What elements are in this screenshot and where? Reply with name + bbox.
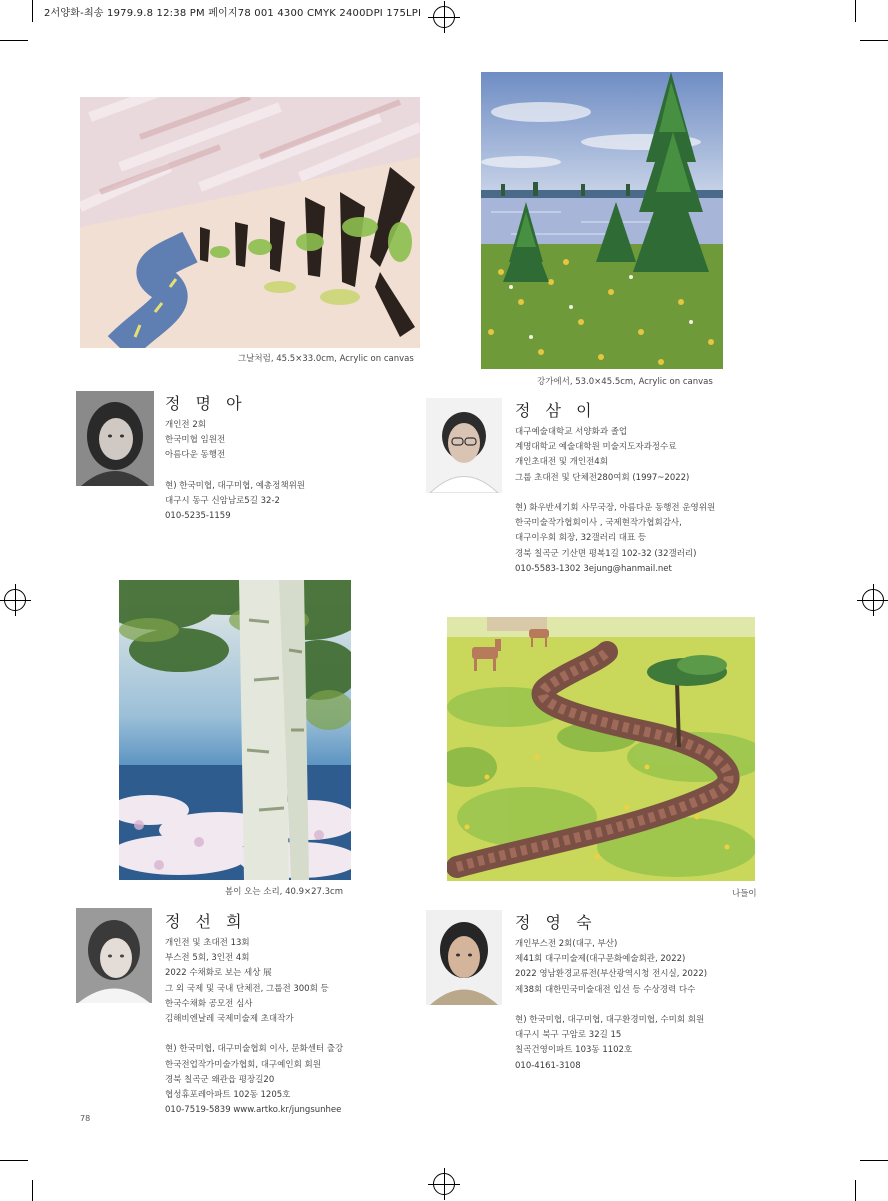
bio-line: 한국전업작가미술가협회, 대구예인회 회원 [165, 1059, 321, 1070]
print-slug: 2서양화-최송 1979.9.8 12:38 PM 페이지78 001 4300 CMYK 2400DPI 175LPI [44, 8, 422, 19]
crop-mark-top-right-vertical [855, 0, 856, 22]
artist-name: 정 명 아 [165, 394, 247, 413]
artist-name: 정 선 희 [165, 912, 247, 931]
bio-line: 칠곡건영이파트 103동 1102호 [515, 1045, 633, 1056]
bio-line: 010-5235-1159 [165, 511, 231, 522]
bio-line: 현) 한국미협, 대구미협, 예총정책위원 [165, 480, 305, 491]
bio-line [165, 1027, 343, 1042]
artwork-riverside-trees [481, 72, 723, 369]
bio-line: 개인전 2회 [165, 420, 206, 430]
artwork-birch-tree-spring [119, 580, 351, 880]
bio-line: 현) 화우반세기회 사무국장, 아름다운 동행전 운영위원 [515, 502, 716, 513]
page-number: 78 [80, 1114, 91, 1123]
bio-line: 2022 수채화로 보는 세상 展 [165, 968, 272, 979]
bio-line: 개인부스전 2회(대구, 부산) [515, 939, 618, 949]
artwork-cherry-blossom-road [80, 97, 420, 348]
bio-line [515, 998, 707, 1013]
artwork-caption: 봄이 오는 소리, 40.9×27.3cm [225, 887, 344, 897]
bio-line: 한국미협 임원전 [165, 435, 226, 446]
bio-line: 대구이우회 회장, 32갤러리 대표 등 [515, 533, 647, 544]
bio-line: 제41회 대구미술제(대구문화예술회관, 2022) [515, 954, 686, 965]
artwork-caption: 강가에서, 53.0×45.5cm, Acrylic on canvas [537, 377, 713, 387]
bio-line: 현) 한국미협, 대구미협, 대구환경미협, 수미회 회원 [515, 1014, 705, 1025]
bio-line: 010-7519-5839 www.artko.kr/jungsunhee [165, 1105, 342, 1116]
crop-mark-top-left-horizontal [0, 40, 28, 41]
bio-line: 그룹 초대전 및 단체전280여회 (1997~2022) [515, 472, 690, 483]
bio-line: 대구시 북구 구암로 32길 15 [515, 1030, 622, 1041]
bio-line: 계명대학교 예술대학원 미술지도자과정수료 [515, 442, 677, 453]
registration-mark-bottom [433, 1173, 455, 1195]
artist-bio [515, 425, 715, 577]
bio-line: 아름다운 동행전 [165, 450, 226, 461]
artist-bio [165, 418, 305, 524]
bio-line: 한국수채화 공모전 심사 [165, 998, 253, 1009]
bio-line: 2022 영남환경교류전(부산광역시청 전시실, 2022) [515, 969, 708, 980]
bio-line: 협성휴포레아파트 102동 1205호 [165, 1089, 291, 1100]
bio-line: 부스전 5회, 3인전 4회 [165, 953, 250, 964]
bio-line: 경북 칠곡군 기산면 평복1길 102-32 (32갤러리) [515, 548, 697, 559]
bio-line: 010-4161-3108 [515, 1060, 581, 1071]
artist-name: 정 영 숙 [515, 913, 597, 932]
crop-mark-bottom-right-horizontal [860, 1160, 888, 1161]
crop-mark-top-right-horizontal [860, 40, 888, 41]
bio-line: 김해비엔날레 국제미술제 초대작가 [165, 1013, 294, 1024]
artist-portrait [76, 391, 154, 486]
registration-mark-left [4, 589, 26, 611]
crop-mark-bottom-left-horizontal [0, 1160, 28, 1161]
bio-line: 대구예술대학교 서양화과 졸업 [515, 427, 628, 437]
artwork-caption: 그날처럼, 45.5×33.0cm, Acrylic on canvas [238, 354, 414, 364]
artwork-caption: 나들이 [732, 889, 757, 899]
artist-name: 정 삼 이 [515, 401, 597, 420]
bio-line [515, 486, 715, 501]
artist-portrait [76, 908, 152, 1003]
bio-line [165, 464, 305, 479]
crop-mark-bottom-left-vertical [32, 1180, 33, 1201]
artwork-stone-wall-meadow [447, 617, 755, 881]
bio-line: 010-5583-1302 3ejung@hanmail.net [515, 563, 672, 574]
artist-bio [165, 936, 343, 1118]
bio-line: 현) 한국미협, 대구미술협회 이사, 문화센터 출강 [165, 1044, 344, 1055]
bio-line: 그 외 국제 및 국내 단체전, 그룹전 300회 등 [165, 983, 329, 994]
bio-line: 경북 칠곡군 왜관읍 평장길20 [165, 1074, 275, 1085]
registration-mark-top [433, 6, 455, 28]
registration-mark-right [862, 589, 884, 611]
bio-line: 제38회 대한민국미술대전 입선 등 수상경력 다수 [515, 984, 696, 995]
crop-mark-top-left-vertical [32, 0, 33, 22]
bio-line: 개인전 및 초대전 13회 [165, 938, 250, 948]
artist-portrait [426, 398, 502, 493]
bio-line: 대구시 동구 신암남로5길 32-2 [165, 495, 280, 506]
bio-line: 개인초대전 및 개인전4회 [515, 457, 608, 468]
artist-bio [515, 937, 707, 1074]
bio-line: 한국미술작가협회이사 , 국제현작가협회감사, [515, 518, 682, 529]
crop-mark-bottom-right-vertical [855, 1180, 856, 1201]
artist-portrait [426, 910, 502, 1005]
